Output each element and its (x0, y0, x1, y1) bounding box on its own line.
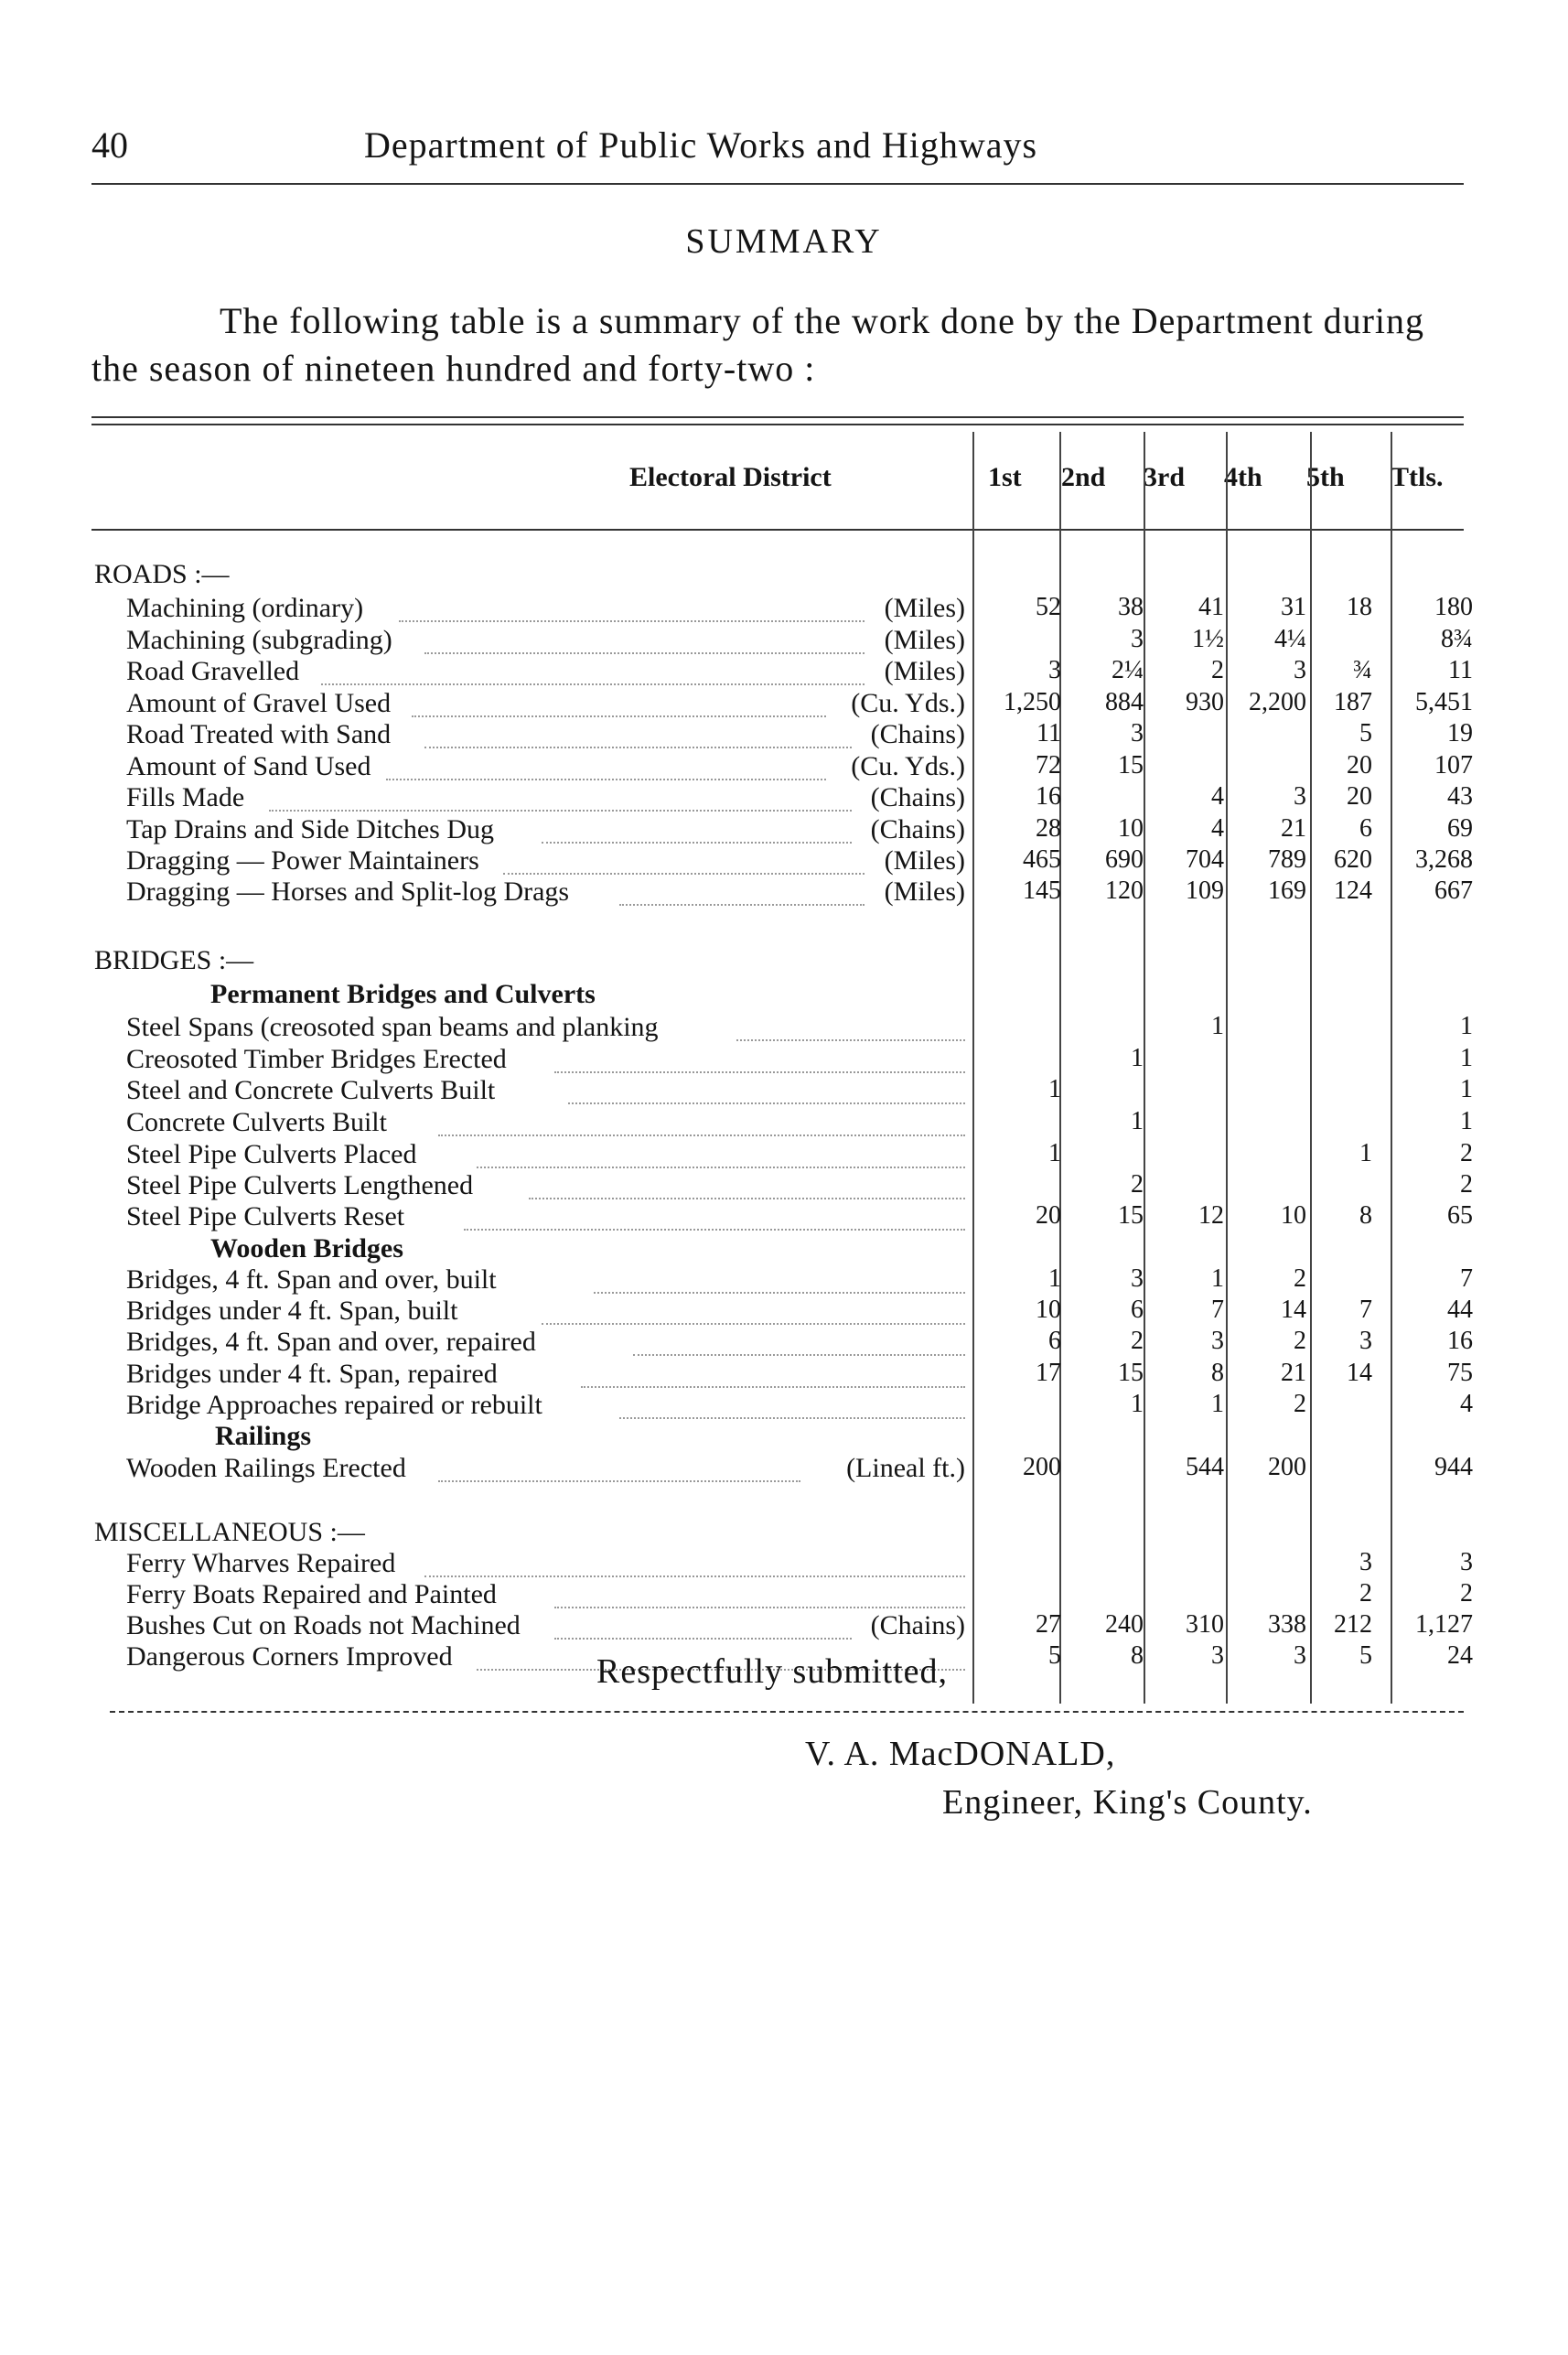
cell-4th: 169 (1268, 876, 1306, 905)
row-label: Permanent Bridges and Culverts (210, 979, 596, 1009)
cell-2nd: 1 (1131, 1390, 1144, 1418)
table-row (0, 1044, 1568, 1075)
cell-3rd: 12 (1198, 1201, 1224, 1230)
cell-3rd: 1 (1211, 1264, 1224, 1293)
cell-ttls: 7 (1460, 1264, 1473, 1293)
cell-4th: 10 (1281, 1201, 1306, 1230)
row-label: Steel Pipe Culverts Reset (126, 1201, 405, 1231)
cell-3rd: 3 (1211, 1327, 1224, 1355)
subsection-heading (0, 979, 1568, 1010)
cell-1st: 3 (1048, 656, 1061, 684)
table-row (0, 1012, 1568, 1043)
dot-leader (542, 1296, 965, 1325)
cell-ttls: 2 (1460, 1139, 1473, 1167)
cell-ttls: 75 (1447, 1359, 1473, 1387)
dot-leader (321, 656, 865, 685)
dot-leader (424, 625, 865, 654)
row-label: Bridges under 4 ft. Span, built (126, 1296, 458, 1326)
cell-1st: 16 (1036, 782, 1061, 811)
table-row (0, 1610, 1568, 1641)
row-label: Steel Pipe Culverts Lengthened (126, 1170, 474, 1200)
row-unit: (Miles) (884, 593, 965, 623)
dot-leader (438, 1453, 800, 1482)
cell-3rd: 8 (1211, 1359, 1224, 1387)
table-top-rule-2 (91, 424, 1464, 425)
cell-5th: 8 (1359, 1201, 1372, 1230)
cell-ttls: 65 (1447, 1201, 1473, 1230)
cell-ttls: 107 (1434, 751, 1473, 780)
row-label: Ferry Wharves Repaired (126, 1548, 396, 1578)
dot-leader (554, 1610, 852, 1640)
cell-5th: 14 (1347, 1359, 1372, 1387)
cell-4th: 21 (1281, 814, 1306, 843)
cell-ttls: 5,451 (1415, 688, 1473, 716)
dot-leader (633, 1327, 965, 1356)
table-row (0, 876, 1568, 908)
page-header (91, 124, 1464, 169)
cell-4th: 2,200 (1249, 688, 1306, 716)
cell-ttls: 2 (1460, 1579, 1473, 1608)
cell-2nd: 8 (1131, 1641, 1144, 1670)
row-label: Wooden Railings Erected (126, 1453, 406, 1483)
cell-3rd: 109 (1186, 876, 1224, 905)
table-row (0, 1548, 1568, 1579)
table-row (0, 1107, 1568, 1138)
row-label: Railings (215, 1421, 312, 1451)
dot-leader (399, 593, 865, 622)
cell-3rd: 2 (1211, 656, 1224, 684)
cell-4th: 21 (1281, 1359, 1306, 1387)
section-heading (0, 945, 1568, 976)
subsection-heading (0, 1421, 1568, 1452)
row-label: Dangerous Corners Improved (126, 1641, 453, 1672)
cell-ttls: 69 (1447, 814, 1473, 843)
cell-5th: 20 (1347, 751, 1372, 780)
row-label: Steel and Concrete Culverts Built (126, 1075, 496, 1105)
row-unit: (Miles) (884, 656, 965, 686)
cell-4th: 3 (1294, 656, 1306, 684)
cell-4th: 2 (1294, 1264, 1306, 1293)
row-label: Ferry Boats Repaired and Painted (126, 1579, 497, 1609)
cell-ttls: 24 (1447, 1641, 1473, 1670)
cell-4th: 789 (1268, 845, 1306, 874)
cell-3rd: 3 (1211, 1641, 1224, 1670)
cell-5th: 187 (1334, 688, 1372, 716)
column-header-3: 3rd (1144, 462, 1185, 492)
cell-1st: 6 (1048, 1327, 1061, 1355)
dot-leader (619, 876, 865, 906)
cell-1st: 1 (1048, 1264, 1061, 1293)
row-unit: (Miles) (884, 625, 965, 655)
dot-leader (424, 1548, 965, 1577)
row-label: Bridges, 4 ft. Span and over, repaired (126, 1327, 536, 1357)
cell-2nd: 10 (1118, 814, 1144, 843)
cell-2nd: 2 (1131, 1170, 1144, 1199)
table-row (0, 751, 1568, 782)
row-label: Machining (subgrading) (126, 625, 392, 655)
row-label: MISCELLANEOUS :— (94, 1517, 365, 1547)
table-row (0, 656, 1568, 687)
cell-1st: 1 (1048, 1139, 1061, 1167)
cell-1st: 27 (1036, 1610, 1061, 1639)
section-heading (0, 1517, 1568, 1548)
dot-leader (412, 688, 826, 717)
cell-ttls: 1 (1460, 1075, 1473, 1103)
cell-3rd: 310 (1186, 1610, 1224, 1639)
table-header-rule (91, 529, 1464, 531)
signatory-title: Engineer, King's County. (942, 1783, 1313, 1822)
row-label: Creosoted Timber Bridges Erected (126, 1044, 507, 1074)
cell-ttls: 19 (1447, 719, 1473, 747)
page-title: SUMMARY (685, 222, 883, 261)
table-bottom-rule (110, 1711, 1464, 1713)
cell-2nd: 15 (1118, 1359, 1144, 1387)
cell-2nd: 2¼ (1112, 656, 1144, 684)
cell-2nd: 38 (1118, 593, 1144, 621)
row-unit: (Cu. Yds.) (851, 751, 965, 781)
cell-3rd: 1 (1211, 1012, 1224, 1040)
cell-2nd: 3 (1131, 1264, 1144, 1293)
table-row (0, 1296, 1568, 1327)
cell-4th: 4¼ (1274, 625, 1306, 653)
table-row (0, 1579, 1568, 1610)
row-label: Bridges, 4 ft. Span and over, built (126, 1264, 497, 1295)
cell-1st: 200 (1023, 1453, 1061, 1481)
row-label: BRIDGES :— (94, 945, 254, 975)
dot-leader (464, 1201, 965, 1231)
row-unit: (Chains) (870, 782, 965, 812)
cell-4th: 338 (1268, 1610, 1306, 1639)
table-row (0, 1390, 1568, 1421)
row-label: Steel Spans (creosoted span beams and planking (126, 1012, 659, 1042)
cell-ttls: 1 (1460, 1044, 1473, 1072)
table-row (0, 1201, 1568, 1232)
cell-1st: 145 (1023, 876, 1061, 905)
cell-2nd: 884 (1105, 688, 1144, 716)
cell-3rd: 704 (1186, 845, 1224, 874)
table-row (0, 1075, 1568, 1106)
cell-ttls: 180 (1434, 593, 1473, 621)
cell-3rd: 1 (1211, 1390, 1224, 1418)
table-row (0, 1139, 1568, 1170)
header-rule (91, 183, 1464, 185)
column-header-6: Ttls. (1391, 462, 1444, 492)
cell-2nd: 120 (1105, 876, 1144, 905)
cell-3rd: 41 (1198, 593, 1224, 621)
cell-5th: 2 (1359, 1579, 1372, 1608)
cell-ttls: 2 (1460, 1170, 1473, 1199)
cell-3rd: 7 (1211, 1296, 1224, 1324)
cell-4th: 14 (1281, 1296, 1306, 1324)
cell-ttls: 16 (1447, 1327, 1473, 1355)
cell-4th: 31 (1281, 593, 1306, 621)
dot-leader (386, 751, 826, 780)
cell-2nd: 2 (1131, 1327, 1144, 1355)
cell-5th: 620 (1334, 845, 1372, 874)
cell-1st: 52 (1036, 593, 1061, 621)
column-header-4: 4th (1224, 462, 1262, 492)
cell-2nd: 1 (1131, 1044, 1144, 1072)
cell-1st: 17 (1036, 1359, 1061, 1387)
dot-leader (269, 782, 852, 812)
cell-ttls: 3,268 (1415, 845, 1473, 874)
cell-3rd: 544 (1186, 1453, 1224, 1481)
row-label: Wooden Bridges (210, 1233, 403, 1264)
dot-leader (554, 1579, 965, 1608)
column-header-1: 1st (988, 462, 1022, 492)
row-label: Bridges under 4 ft. Span, repaired (126, 1359, 498, 1389)
column-header-label: Electoral District (629, 462, 832, 492)
dot-leader (568, 1075, 965, 1104)
dot-leader (424, 719, 852, 748)
dot-leader (503, 845, 865, 875)
column-header-5: 5th (1306, 462, 1345, 492)
row-unit: (Miles) (884, 845, 965, 876)
page-number: 40 (91, 124, 128, 166)
row-unit: (Chains) (870, 814, 965, 844)
dot-leader (594, 1264, 965, 1294)
cell-ttls: 8¾ (1441, 625, 1473, 653)
cell-3rd: 930 (1186, 688, 1224, 716)
cell-1st: 465 (1023, 845, 1061, 874)
cell-5th: 18 (1347, 593, 1372, 621)
cell-1st: 11 (1036, 719, 1061, 747)
dot-leader (438, 1107, 965, 1136)
dot-leader (581, 1359, 965, 1388)
cell-1st: 28 (1036, 814, 1061, 843)
cell-5th: ¾ (1353, 656, 1372, 684)
table-row (0, 1264, 1568, 1296)
cell-2nd: 6 (1131, 1296, 1144, 1324)
row-label: Concrete Culverts Built (126, 1107, 387, 1137)
table-row (0, 1327, 1568, 1358)
section-heading (0, 559, 1568, 590)
cell-ttls: 3 (1460, 1548, 1473, 1576)
table-row (0, 688, 1568, 719)
row-label: Dragging — Power Maintainers (126, 845, 479, 876)
table-row (0, 1359, 1568, 1390)
cell-3rd: 4 (1211, 782, 1224, 811)
cell-ttls: 1 (1460, 1012, 1473, 1040)
cell-5th: 3 (1359, 1327, 1372, 1355)
cell-2nd: 15 (1118, 751, 1144, 780)
cell-1st: 1 (1048, 1075, 1061, 1103)
cell-ttls: 11 (1448, 656, 1473, 684)
cell-5th: 7 (1359, 1296, 1372, 1324)
cell-4th: 3 (1294, 1641, 1306, 1670)
table-top-rule (91, 416, 1464, 418)
row-unit: (Miles) (884, 876, 965, 907)
dot-leader (542, 814, 852, 844)
table-row (0, 1453, 1568, 1484)
row-unit: (Lineal ft.) (846, 1453, 965, 1483)
cell-2nd: 3 (1131, 719, 1144, 747)
subsection-heading (0, 1233, 1568, 1264)
table-row (0, 593, 1568, 624)
cell-1st: 5 (1048, 1641, 1061, 1670)
cell-3rd: 4 (1211, 814, 1224, 843)
cell-5th: 5 (1359, 1641, 1372, 1670)
row-label: Fills Made (126, 782, 245, 812)
row-label: Machining (ordinary) (126, 593, 364, 623)
cell-ttls: 667 (1434, 876, 1473, 905)
table-row (0, 719, 1568, 750)
row-label: ROADS :— (94, 559, 230, 589)
closing-line: Respectfully submitted, (596, 1652, 948, 1691)
cell-5th: 20 (1347, 782, 1372, 811)
dot-leader (554, 1044, 965, 1073)
cell-5th: 6 (1359, 814, 1372, 843)
cell-4th: 3 (1294, 782, 1306, 811)
cell-1st: 10 (1036, 1296, 1061, 1324)
cell-2nd: 3 (1131, 625, 1144, 653)
row-label: Road Gravelled (126, 656, 300, 686)
cell-ttls: 43 (1447, 782, 1473, 811)
row-label: Tap Drains and Side Ditches Dug (126, 814, 494, 844)
cell-5th: 1 (1359, 1139, 1372, 1167)
table-row (0, 625, 1568, 656)
cell-5th: 124 (1334, 876, 1372, 905)
dot-leader (619, 1390, 965, 1419)
cell-5th: 3 (1359, 1548, 1372, 1576)
row-label: Steel Pipe Culverts Placed (126, 1139, 417, 1169)
table-row (0, 814, 1568, 845)
table-row (0, 845, 1568, 876)
cell-2nd: 240 (1105, 1610, 1144, 1639)
running-head: Department of Public Works and Highways (364, 124, 1038, 166)
row-unit: (Cu. Yds.) (851, 688, 965, 718)
cell-3rd: 1½ (1192, 625, 1224, 653)
dot-leader (736, 1012, 965, 1041)
cell-ttls: 1,127 (1415, 1610, 1473, 1639)
cell-5th: 5 (1359, 719, 1372, 747)
row-unit: (Chains) (870, 1610, 965, 1640)
cell-ttls: 4 (1460, 1390, 1473, 1418)
cell-ttls: 44 (1447, 1296, 1473, 1324)
cell-4th: 200 (1268, 1453, 1306, 1481)
row-label: Bridge Approaches repaired or rebuilt (126, 1390, 542, 1420)
cell-2nd: 1 (1131, 1107, 1144, 1135)
signatory-name: V. A. MacDONALD, (805, 1735, 1116, 1773)
row-label: Road Treated with Sand (126, 719, 392, 749)
row-label: Dragging — Horses and Split-log Drags (126, 876, 570, 907)
cell-1st: 1,250 (1004, 688, 1061, 716)
cell-ttls: 944 (1434, 1453, 1473, 1481)
row-label: Amount of Gravel Used (126, 688, 392, 718)
cell-1st: 72 (1036, 751, 1061, 780)
intro-paragraph: The following table is a summary of the work done by the Department during the season of nineteen hundred and forty-two : (91, 300, 1425, 389)
cell-ttls: 1 (1460, 1107, 1473, 1135)
cell-5th: 212 (1334, 1610, 1372, 1639)
dot-leader (477, 1139, 965, 1168)
cell-1st: 20 (1036, 1201, 1061, 1230)
table-row (0, 1170, 1568, 1201)
table-row (0, 782, 1568, 813)
row-label: Amount of Sand Used (126, 751, 371, 781)
dot-leader (529, 1170, 965, 1199)
cell-4th: 2 (1294, 1327, 1306, 1355)
column-header-2: 2nd (1061, 462, 1106, 492)
row-unit: (Chains) (870, 719, 965, 749)
cell-2nd: 15 (1118, 1201, 1144, 1230)
row-label: Bushes Cut on Roads not Machined (126, 1610, 521, 1640)
cell-4th: 2 (1294, 1390, 1306, 1418)
cell-2nd: 690 (1105, 845, 1144, 874)
